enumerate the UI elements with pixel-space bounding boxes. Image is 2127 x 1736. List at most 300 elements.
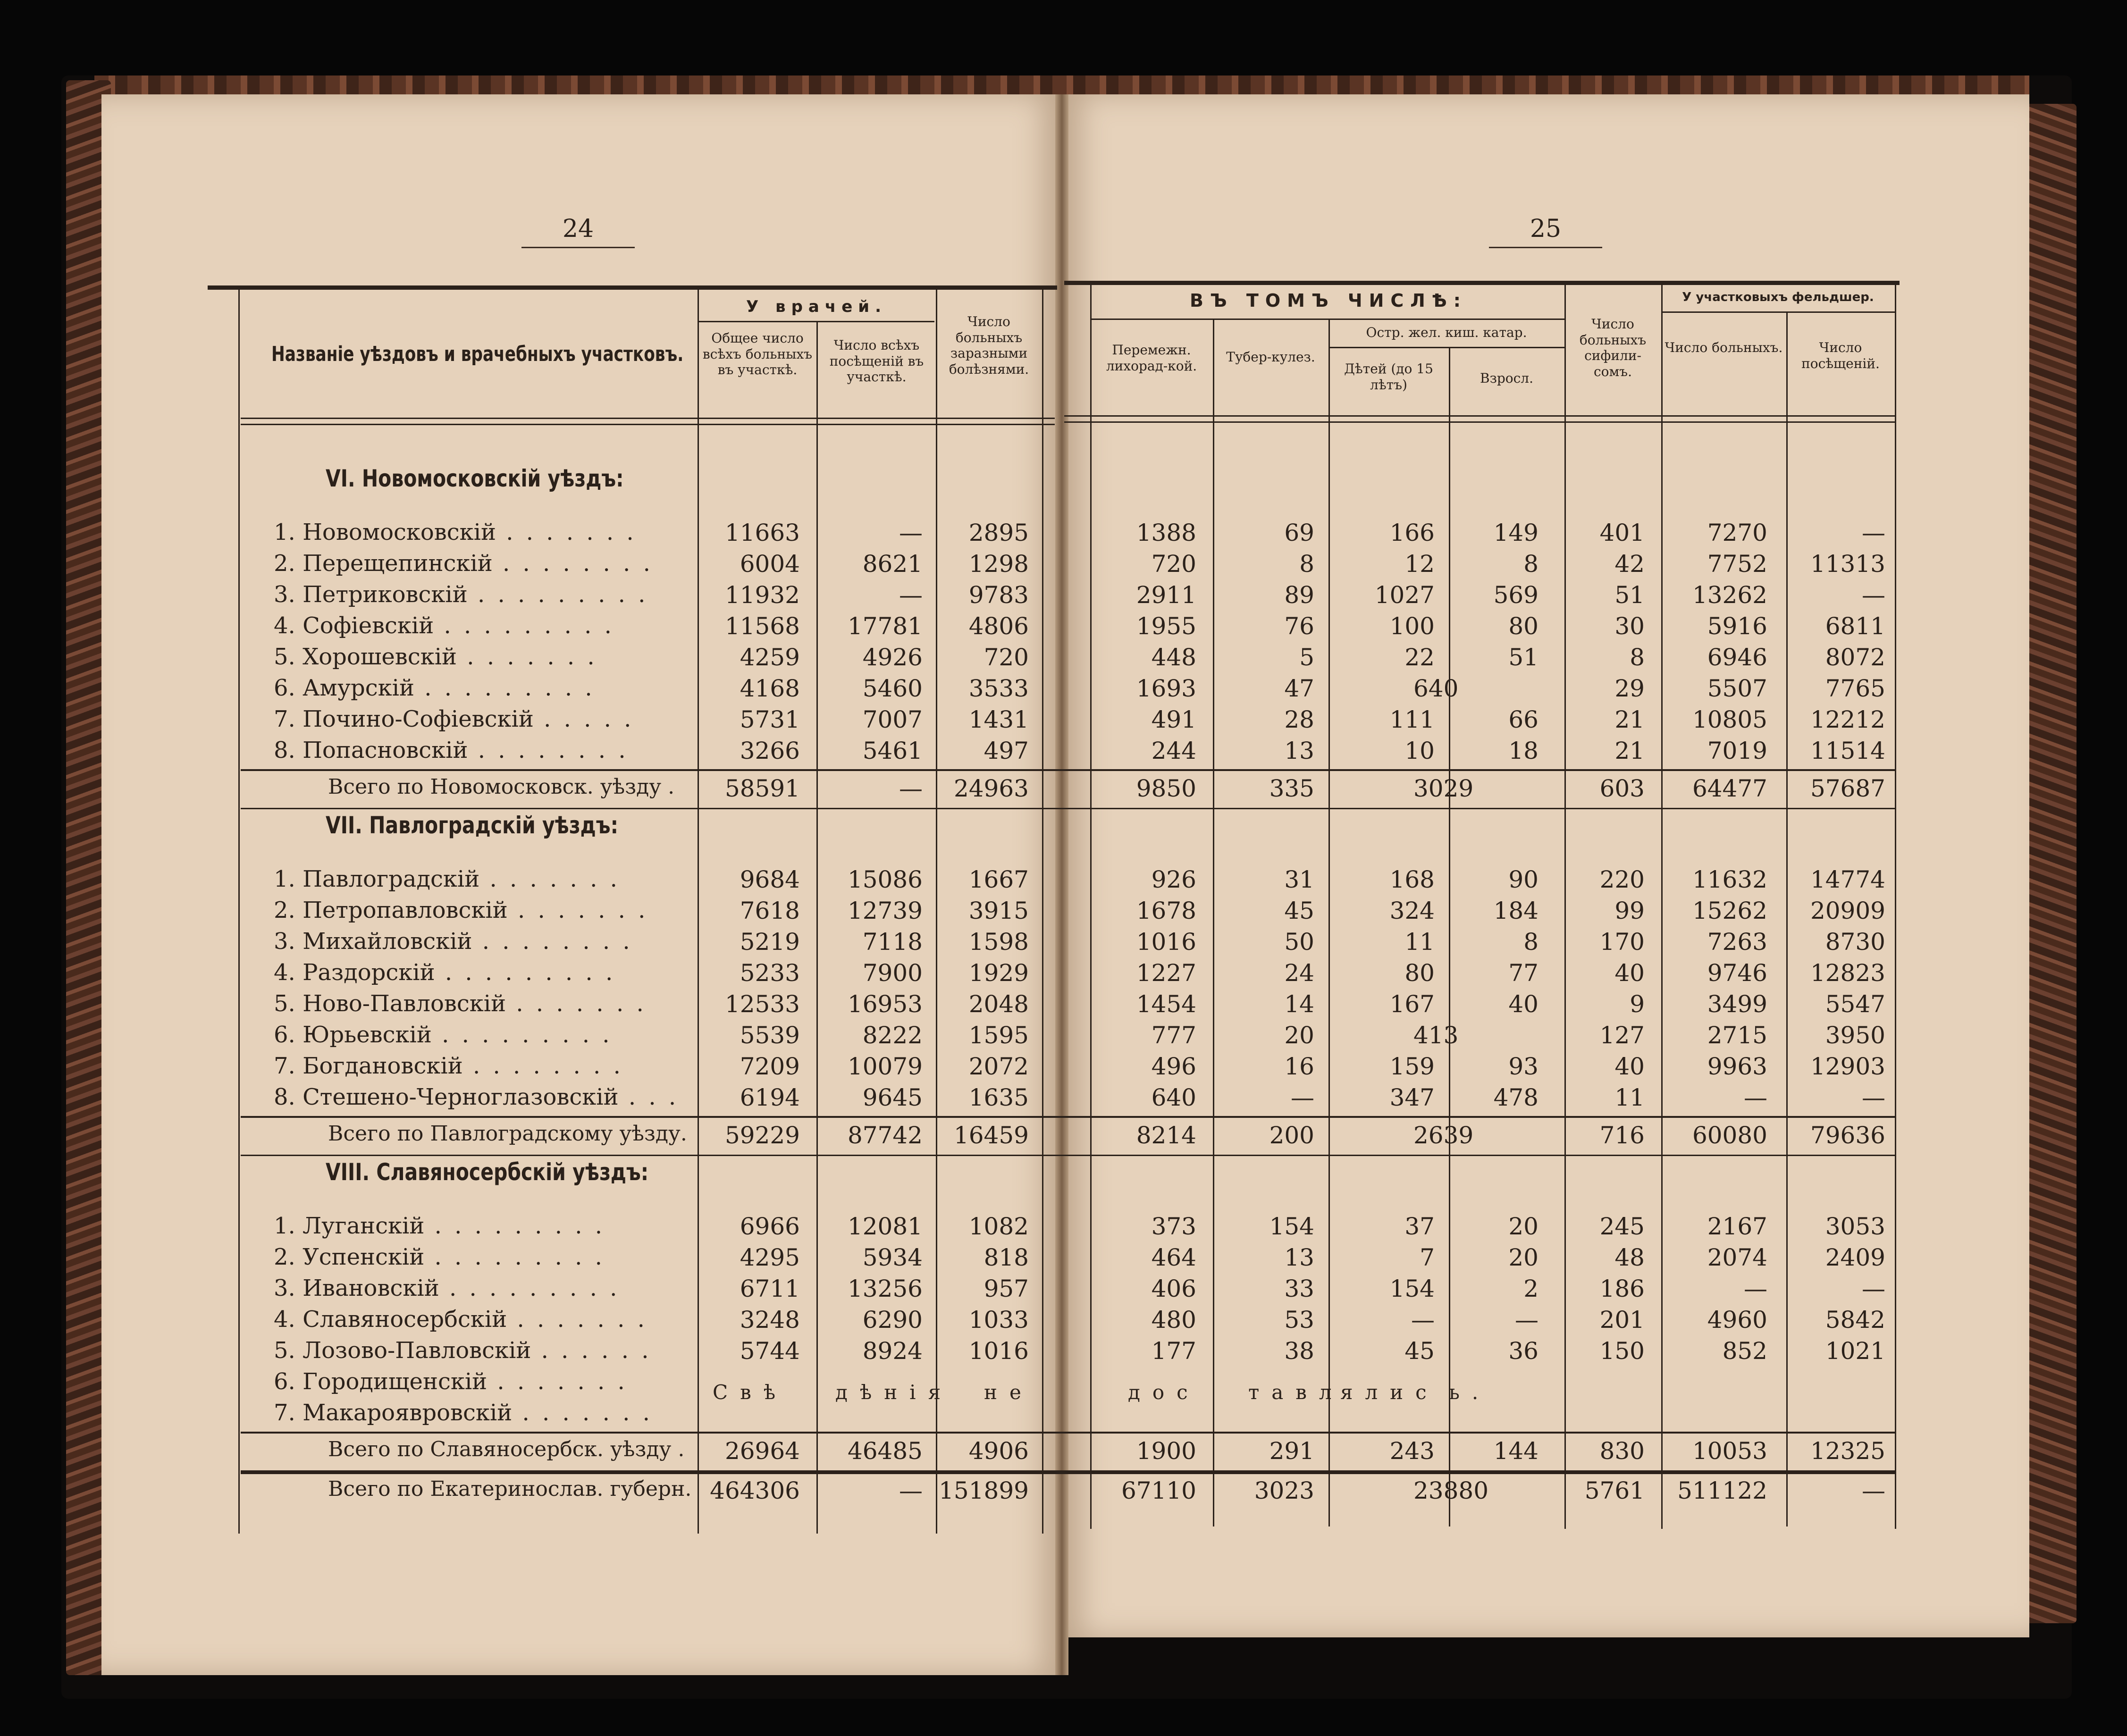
table-row bbox=[0, 737, 2127, 768]
table-cell: — bbox=[1862, 1084, 1885, 1111]
row-leader-dots: . . . . . . . . bbox=[468, 737, 629, 763]
district-name bbox=[274, 1213, 689, 1239]
row-leader-dots: . . . . . . . bbox=[507, 1306, 647, 1333]
header-rule-left bbox=[241, 418, 1055, 419]
table-cell: 144 bbox=[1493, 1437, 1539, 1465]
table-cell: 6290 bbox=[862, 1306, 923, 1333]
table-cell: 38 bbox=[1284, 1337, 1314, 1365]
table-cell: 777 bbox=[1151, 1022, 1196, 1049]
district-name bbox=[274, 581, 689, 608]
table-cell: 12533 bbox=[724, 990, 800, 1018]
table-cell: — bbox=[899, 581, 923, 609]
table-cell: 1021 bbox=[1825, 1337, 1885, 1365]
row-name: Лозово-Павловскій bbox=[303, 1337, 531, 1364]
table-cell: 5539 bbox=[740, 1022, 800, 1049]
table-cell: 167 bbox=[1389, 990, 1435, 1018]
table-cell: 67110 bbox=[1121, 1477, 1196, 1504]
table-cell: 12823 bbox=[1810, 959, 1885, 987]
row-number: 2. bbox=[274, 897, 303, 923]
table-cell: 1635 bbox=[968, 1084, 1029, 1111]
row-name: Новомосковскій bbox=[303, 519, 496, 545]
table-cell: 2 bbox=[1523, 1275, 1539, 1302]
subtotal-label: Всего по Славяносербск. уѣзду . bbox=[328, 1437, 685, 1461]
table-cell: 5507 bbox=[1707, 675, 1767, 702]
table-cell: 7007 bbox=[862, 706, 923, 733]
table-row bbox=[0, 1053, 2127, 1084]
row-name: Стешено-Черноглазовскій bbox=[303, 1084, 619, 1110]
table-cell: — bbox=[1862, 519, 1885, 546]
row-leader-dots: . . . . . . . . . bbox=[434, 612, 614, 639]
table-cell: 4806 bbox=[968, 612, 1029, 640]
table-cell: 569 bbox=[1493, 581, 1539, 609]
table-cell: 15262 bbox=[1692, 897, 1767, 924]
table-cell: 3029 bbox=[1413, 775, 1474, 802]
row-name: Городищенскій bbox=[303, 1368, 488, 1395]
table-row bbox=[0, 1213, 2127, 1244]
table-cell: 168 bbox=[1389, 866, 1435, 893]
table-cell: 9684 bbox=[740, 866, 800, 893]
table-cell: 23880 bbox=[1413, 1477, 1489, 1504]
table-cell: 10053 bbox=[1692, 1437, 1767, 1465]
table-cell: 89 bbox=[1284, 581, 1314, 609]
table-cell: 448 bbox=[1151, 644, 1196, 671]
table-cell: 15086 bbox=[847, 866, 923, 893]
table-cell: 491 bbox=[1151, 706, 1196, 733]
table-cell: 6966 bbox=[740, 1213, 800, 1240]
section-title: VI. Новомосковскій уѣздъ: bbox=[326, 465, 624, 492]
row-leader-dots: . . . . . . . . . bbox=[467, 581, 648, 608]
table-cell: 42 bbox=[1614, 550, 1645, 578]
table-cell: 5934 bbox=[862, 1244, 923, 1271]
table-cell: 324 bbox=[1389, 897, 1435, 924]
table-cell: 291 bbox=[1269, 1437, 1314, 1465]
table-cell: 9746 bbox=[1707, 959, 1767, 987]
not-delivered-note: ялис bbox=[1340, 1381, 1439, 1404]
table-cell: 6194 bbox=[740, 1084, 800, 1111]
table-cell: 1595 bbox=[968, 1022, 1029, 1049]
table-cell: 16953 bbox=[847, 990, 923, 1018]
table-row bbox=[0, 644, 2127, 675]
grand-total-row bbox=[0, 1477, 2127, 1508]
district-name bbox=[274, 1337, 689, 1364]
total-visits-header: Число всѣхъ посѣщеній въ участкѣ. bbox=[829, 337, 924, 385]
table-cell: 7765 bbox=[1825, 675, 1885, 702]
table-cell: 347 bbox=[1389, 1084, 1435, 1111]
table-cell: 9645 bbox=[862, 1084, 923, 1111]
table-cell: 7118 bbox=[862, 928, 923, 956]
subtotal-rule bbox=[241, 769, 1895, 771]
row-number: 1. bbox=[274, 866, 303, 892]
table-row bbox=[0, 706, 2127, 737]
table-cell: 8072 bbox=[1825, 644, 1885, 671]
table-cell: 1033 bbox=[968, 1306, 1029, 1333]
not-delivered-note: дѣнія bbox=[835, 1381, 953, 1404]
table-cell: 9 bbox=[1630, 990, 1645, 1018]
table-cell: 20 bbox=[1284, 1022, 1314, 1049]
table-cell: 45 bbox=[1404, 1337, 1435, 1365]
table-cell: 7209 bbox=[740, 1053, 800, 1080]
table-cell: 8730 bbox=[1825, 928, 1885, 956]
district-name bbox=[274, 866, 689, 892]
row-leader-dots: . . . . . . . bbox=[457, 644, 597, 670]
table-row bbox=[0, 1368, 2127, 1400]
table-cell: — bbox=[1862, 1275, 1885, 1302]
table-cell: 11514 bbox=[1810, 737, 1885, 764]
table-cell: 14 bbox=[1284, 990, 1314, 1018]
doctors-group-header: У врачей. bbox=[746, 297, 887, 316]
table-cell: 3950 bbox=[1825, 1022, 1885, 1049]
district-name bbox=[274, 990, 689, 1017]
table-cell: 7900 bbox=[862, 959, 923, 987]
district-name bbox=[274, 550, 689, 577]
row-number: 4. bbox=[274, 959, 303, 986]
row-name: Успенскій bbox=[303, 1244, 425, 1270]
table-cell: 335 bbox=[1269, 775, 1314, 802]
table-cell: 154 bbox=[1389, 1275, 1435, 1302]
table-cell: 244 bbox=[1151, 737, 1196, 764]
table-cell: 149 bbox=[1493, 519, 1539, 546]
subtotal-rule-bottom bbox=[241, 1155, 1895, 1156]
table-cell: 87742 bbox=[847, 1122, 923, 1149]
table-cell: 12081 bbox=[847, 1213, 923, 1240]
top-rule-left bbox=[208, 285, 1057, 290]
table-cell: 5731 bbox=[740, 706, 800, 733]
row-name: Амурскій bbox=[303, 675, 414, 701]
row-name: Ивановскій bbox=[303, 1275, 439, 1301]
table-cell: 11 bbox=[1614, 1084, 1645, 1111]
table-row bbox=[0, 519, 2127, 550]
feldsher-group-header: У участковыхъ фельдшер. bbox=[1682, 290, 1874, 304]
table-cell: 2167 bbox=[1707, 1213, 1767, 1240]
table-cell: 818 bbox=[984, 1244, 1029, 1271]
district-name bbox=[274, 706, 689, 732]
table-cell: 80 bbox=[1508, 612, 1539, 640]
table-cell: 16459 bbox=[953, 1122, 1029, 1149]
district-name bbox=[274, 519, 689, 545]
row-leader-dots: . . . . . . . . . bbox=[435, 959, 616, 986]
row-number: 6. bbox=[274, 1022, 303, 1048]
table-cell: 21 bbox=[1614, 737, 1645, 764]
table-cell: 1016 bbox=[1136, 928, 1196, 956]
row-name: Перещепинскій bbox=[303, 550, 493, 577]
section-title: VIII. Славяносербскій уѣздъ: bbox=[326, 1158, 649, 1186]
table-cell: 170 bbox=[1599, 928, 1645, 956]
row-number: 1. bbox=[274, 519, 303, 545]
table-cell: 7263 bbox=[1707, 928, 1767, 956]
table-cell: 12212 bbox=[1810, 706, 1885, 733]
table-row bbox=[0, 581, 2127, 612]
table-cell: 1955 bbox=[1136, 612, 1196, 640]
table-cell: 716 bbox=[1599, 1122, 1645, 1149]
table-cell: 1900 bbox=[1136, 1437, 1196, 1465]
subtotal-rule bbox=[241, 1116, 1895, 1118]
table-cell: 480 bbox=[1151, 1306, 1196, 1333]
row-leader-dots: . . . . . . . . . bbox=[439, 1275, 620, 1301]
table-cell: 28 bbox=[1284, 706, 1314, 733]
table-cell: — bbox=[899, 519, 923, 546]
table-cell: 8621 bbox=[862, 550, 923, 578]
table-cell: 1298 bbox=[968, 550, 1029, 578]
table-cell: 200 bbox=[1269, 1122, 1314, 1149]
page-number-left: 24 bbox=[521, 215, 635, 248]
table-cell: 3499 bbox=[1707, 990, 1767, 1018]
table-cell: 6946 bbox=[1707, 644, 1767, 671]
table-cell: 2895 bbox=[968, 519, 1029, 546]
table-cell: 1598 bbox=[968, 928, 1029, 956]
row-leader-dots: . . . bbox=[618, 1084, 679, 1110]
table-cell: 12739 bbox=[847, 897, 923, 924]
table-cell: 5761 bbox=[1584, 1477, 1645, 1504]
table-cell: 111 bbox=[1389, 706, 1435, 733]
table-cell: 100 bbox=[1389, 612, 1435, 640]
table-cell: 13262 bbox=[1692, 581, 1767, 609]
table-cell: 184 bbox=[1493, 897, 1539, 924]
row-number: 4. bbox=[274, 1306, 303, 1333]
row-leader-dots: . . . . . . . . . bbox=[424, 1213, 605, 1239]
table-cell: 8 bbox=[1630, 644, 1645, 671]
district-name bbox=[274, 928, 689, 955]
table-cell: 37 bbox=[1404, 1213, 1435, 1240]
grand-total-rule bbox=[241, 1471, 1895, 1474]
feldsher-rule bbox=[1661, 311, 1895, 313]
row-name: Михайловскій bbox=[303, 928, 472, 955]
grand-total-label: Всего по Екатеринослав. губерн. bbox=[328, 1477, 692, 1501]
district-name bbox=[274, 1275, 689, 1301]
table-cell: 48 bbox=[1614, 1244, 1645, 1271]
not-delivered-note: ь. bbox=[1449, 1381, 1491, 1404]
row-name: Петриковскій bbox=[303, 581, 468, 608]
table-cell: 47 bbox=[1284, 675, 1314, 702]
table-cell: 640 bbox=[1413, 675, 1459, 702]
row-name: Софіевскій bbox=[303, 612, 434, 639]
table-cell: 64477 bbox=[1692, 775, 1767, 802]
table-cell: 9963 bbox=[1707, 1053, 1767, 1080]
table-row bbox=[0, 675, 2127, 706]
table-cell: 5233 bbox=[740, 959, 800, 987]
table-cell: 50 bbox=[1284, 928, 1314, 956]
row-number: 6. bbox=[274, 1368, 303, 1395]
row-leader-dots: . . . . . . . . . bbox=[414, 675, 595, 701]
table-cell: 2715 bbox=[1707, 1022, 1767, 1049]
table-row bbox=[0, 1337, 2127, 1368]
table-cell: 220 bbox=[1599, 866, 1645, 893]
subtotal-label: Всего по Новомосковск. уѣзду . bbox=[328, 775, 675, 799]
table-cell: — bbox=[899, 775, 923, 802]
subtotal-row bbox=[0, 1122, 2127, 1153]
row-name: Славяносербскій bbox=[303, 1306, 507, 1333]
including-group-header: ВЪ ТОМЪ ЧИСЛѢ: bbox=[1190, 290, 1467, 311]
table-cell: 13256 bbox=[847, 1275, 923, 1302]
name-column-header: Названіе уѣздовъ и врачебныхъ участковъ. bbox=[271, 342, 684, 366]
table-cell: 159 bbox=[1389, 1053, 1435, 1080]
table-cell: 154 bbox=[1269, 1213, 1314, 1240]
table-cell: 12903 bbox=[1810, 1053, 1885, 1080]
table-cell: 464 bbox=[1151, 1244, 1196, 1271]
table-cell: 177 bbox=[1151, 1337, 1196, 1365]
table-cell: 5460 bbox=[862, 675, 923, 702]
row-leader-dots: . . . . . . . . bbox=[492, 550, 653, 577]
table-cell: 186 bbox=[1599, 1275, 1645, 1302]
table-cell: 166 bbox=[1389, 519, 1435, 546]
table-cell: 497 bbox=[984, 737, 1029, 764]
table-cell: 36 bbox=[1508, 1337, 1539, 1365]
table-cell: 151899 bbox=[939, 1477, 1029, 1504]
row-number: 3. bbox=[274, 581, 303, 608]
table-cell: 1016 bbox=[968, 1337, 1029, 1365]
table-cell: 926 bbox=[1151, 866, 1196, 893]
table-cell: 77 bbox=[1508, 959, 1539, 987]
district-name bbox=[274, 1400, 689, 1426]
table-cell: 4168 bbox=[740, 675, 800, 702]
table-cell: — bbox=[1515, 1306, 1539, 1333]
table-cell: 5461 bbox=[862, 737, 923, 764]
row-name: Богдановскій bbox=[303, 1053, 463, 1079]
row-number: 7. bbox=[274, 1400, 303, 1426]
table-cell: 8222 bbox=[862, 1022, 923, 1049]
table-cell: 1388 bbox=[1136, 519, 1196, 546]
table-cell: 3023 bbox=[1254, 1477, 1314, 1504]
subtotal-rule-bottom bbox=[241, 808, 1895, 809]
table-cell: 4259 bbox=[740, 644, 800, 671]
infectious-header: Число больныхъ заразными болѣзнями. bbox=[949, 314, 1029, 377]
header-rule-right-2 bbox=[1064, 421, 1895, 423]
row-number: 7. bbox=[274, 1053, 303, 1079]
table-cell: 1227 bbox=[1136, 959, 1196, 987]
district-name bbox=[274, 1084, 689, 1110]
subtotal-label: Всего по Павлоградскому уѣзду. bbox=[328, 1122, 687, 1146]
table-cell: 18 bbox=[1508, 737, 1539, 764]
table-cell: — bbox=[1291, 1084, 1314, 1111]
row-name: Юрьевскій bbox=[303, 1022, 432, 1048]
row-leader-dots: . . . . . . . bbox=[512, 1400, 653, 1426]
row-number: 3. bbox=[274, 928, 303, 955]
table-cell: 16 bbox=[1284, 1053, 1314, 1080]
table-row bbox=[0, 1084, 2127, 1115]
table-cell: 8 bbox=[1523, 550, 1539, 578]
table-cell: 11568 bbox=[724, 612, 800, 640]
table-cell: 40 bbox=[1508, 990, 1539, 1018]
table-cell: 413 bbox=[1413, 1022, 1459, 1049]
row-leader-dots: . . . . . . . bbox=[479, 866, 620, 892]
district-name bbox=[274, 897, 689, 923]
table-row bbox=[0, 550, 2127, 581]
table-cell: 46485 bbox=[847, 1437, 923, 1465]
table-cell: 3266 bbox=[740, 737, 800, 764]
table-cell: 2074 bbox=[1707, 1244, 1767, 1271]
row-number: 4. bbox=[274, 612, 303, 639]
table-cell: 7270 bbox=[1707, 519, 1767, 546]
table-row bbox=[0, 866, 2127, 897]
table-cell: 20 bbox=[1508, 1244, 1539, 1271]
table-cell: 10805 bbox=[1692, 706, 1767, 733]
table-cell: 11663 bbox=[724, 519, 800, 546]
row-leader-dots: . . . . . . . bbox=[506, 990, 647, 1017]
table-cell: 22 bbox=[1404, 644, 1435, 671]
district-name bbox=[274, 1053, 689, 1079]
table-cell: 8214 bbox=[1136, 1122, 1196, 1149]
row-number: 7. bbox=[274, 706, 303, 732]
table-cell: 1027 bbox=[1374, 581, 1435, 609]
table-cell: 1678 bbox=[1136, 897, 1196, 924]
table-cell: 3053 bbox=[1825, 1213, 1885, 1240]
table-cell: 4906 bbox=[968, 1437, 1029, 1465]
table-cell: 30 bbox=[1614, 612, 1645, 640]
row-leader-dots: . . . . . . bbox=[531, 1337, 652, 1364]
table-cell: 20909 bbox=[1810, 897, 1885, 924]
district-name bbox=[274, 959, 689, 986]
district-name bbox=[274, 737, 689, 763]
table-cell: 406 bbox=[1151, 1275, 1196, 1302]
table-cell: 10 bbox=[1404, 737, 1435, 764]
table-cell: 245 bbox=[1599, 1213, 1645, 1240]
row-number: 3. bbox=[274, 1275, 303, 1301]
table-cell: 9783 bbox=[968, 581, 1029, 609]
table-cell: 4295 bbox=[740, 1244, 800, 1271]
row-name: Ново-Павловскій bbox=[303, 990, 506, 1017]
feldsher-patients-header: Число больныхъ. bbox=[1665, 340, 1783, 355]
table-cell: 31 bbox=[1284, 866, 1314, 893]
table-cell: 26964 bbox=[724, 1437, 800, 1465]
subtotal-row bbox=[0, 1437, 2127, 1468]
row-number: 1. bbox=[274, 1213, 303, 1239]
feldsher-visits-header: Число посѣщеній. bbox=[1801, 340, 1880, 371]
table-cell: 7618 bbox=[740, 897, 800, 924]
table-cell: 40 bbox=[1614, 959, 1645, 987]
table-cell: 957 bbox=[984, 1275, 1029, 1302]
row-number: 2. bbox=[274, 1244, 303, 1270]
table-row bbox=[0, 1400, 2127, 1431]
table-cell: 5219 bbox=[740, 928, 800, 956]
row-name: Луганскій bbox=[303, 1213, 425, 1239]
district-name bbox=[274, 675, 689, 701]
table-cell: 3248 bbox=[740, 1306, 800, 1333]
table-cell: 12 bbox=[1404, 550, 1435, 578]
gi-rule bbox=[1328, 347, 1564, 348]
row-name: Хорошевскій bbox=[303, 644, 457, 670]
not-delivered-note: дос bbox=[1128, 1381, 1200, 1404]
table-cell: 640 bbox=[1151, 1084, 1196, 1111]
header-rule-right bbox=[1064, 415, 1895, 417]
table-cell: 6711 bbox=[740, 1275, 800, 1302]
table-cell: 478 bbox=[1493, 1084, 1539, 1111]
header-rule-left-2 bbox=[241, 424, 1055, 425]
table-row bbox=[0, 1306, 2127, 1337]
district-name bbox=[274, 1306, 689, 1333]
table-cell: 21 bbox=[1614, 706, 1645, 733]
table-cell: 10079 bbox=[847, 1053, 923, 1080]
not-delivered-note: Свѣ bbox=[713, 1381, 788, 1404]
table-cell: 40 bbox=[1614, 1053, 1645, 1080]
table-cell: 13 bbox=[1284, 1244, 1314, 1271]
table-cell: 1693 bbox=[1136, 675, 1196, 702]
table-cell: 6811 bbox=[1825, 612, 1885, 640]
tuberculosis-header: Тубер-кулез. bbox=[1226, 349, 1315, 365]
top-rule-right bbox=[1064, 281, 1900, 285]
table-row bbox=[0, 1244, 2127, 1275]
table-cell: 2048 bbox=[968, 990, 1029, 1018]
table-cell: 3533 bbox=[968, 675, 1029, 702]
table-cell: 24 bbox=[1284, 959, 1314, 987]
table-cell: 603 bbox=[1599, 775, 1645, 802]
table-cell: 13 bbox=[1284, 737, 1314, 764]
children-header: Дѣтей (до 15 лѣтъ) bbox=[1344, 361, 1433, 393]
district-name bbox=[274, 1368, 689, 1395]
table-cell: 2911 bbox=[1136, 581, 1196, 609]
table-cell: 51 bbox=[1508, 644, 1539, 671]
table-cell: 8924 bbox=[862, 1337, 923, 1365]
row-number: 6. bbox=[274, 675, 303, 701]
table-cell: 11632 bbox=[1692, 866, 1767, 893]
